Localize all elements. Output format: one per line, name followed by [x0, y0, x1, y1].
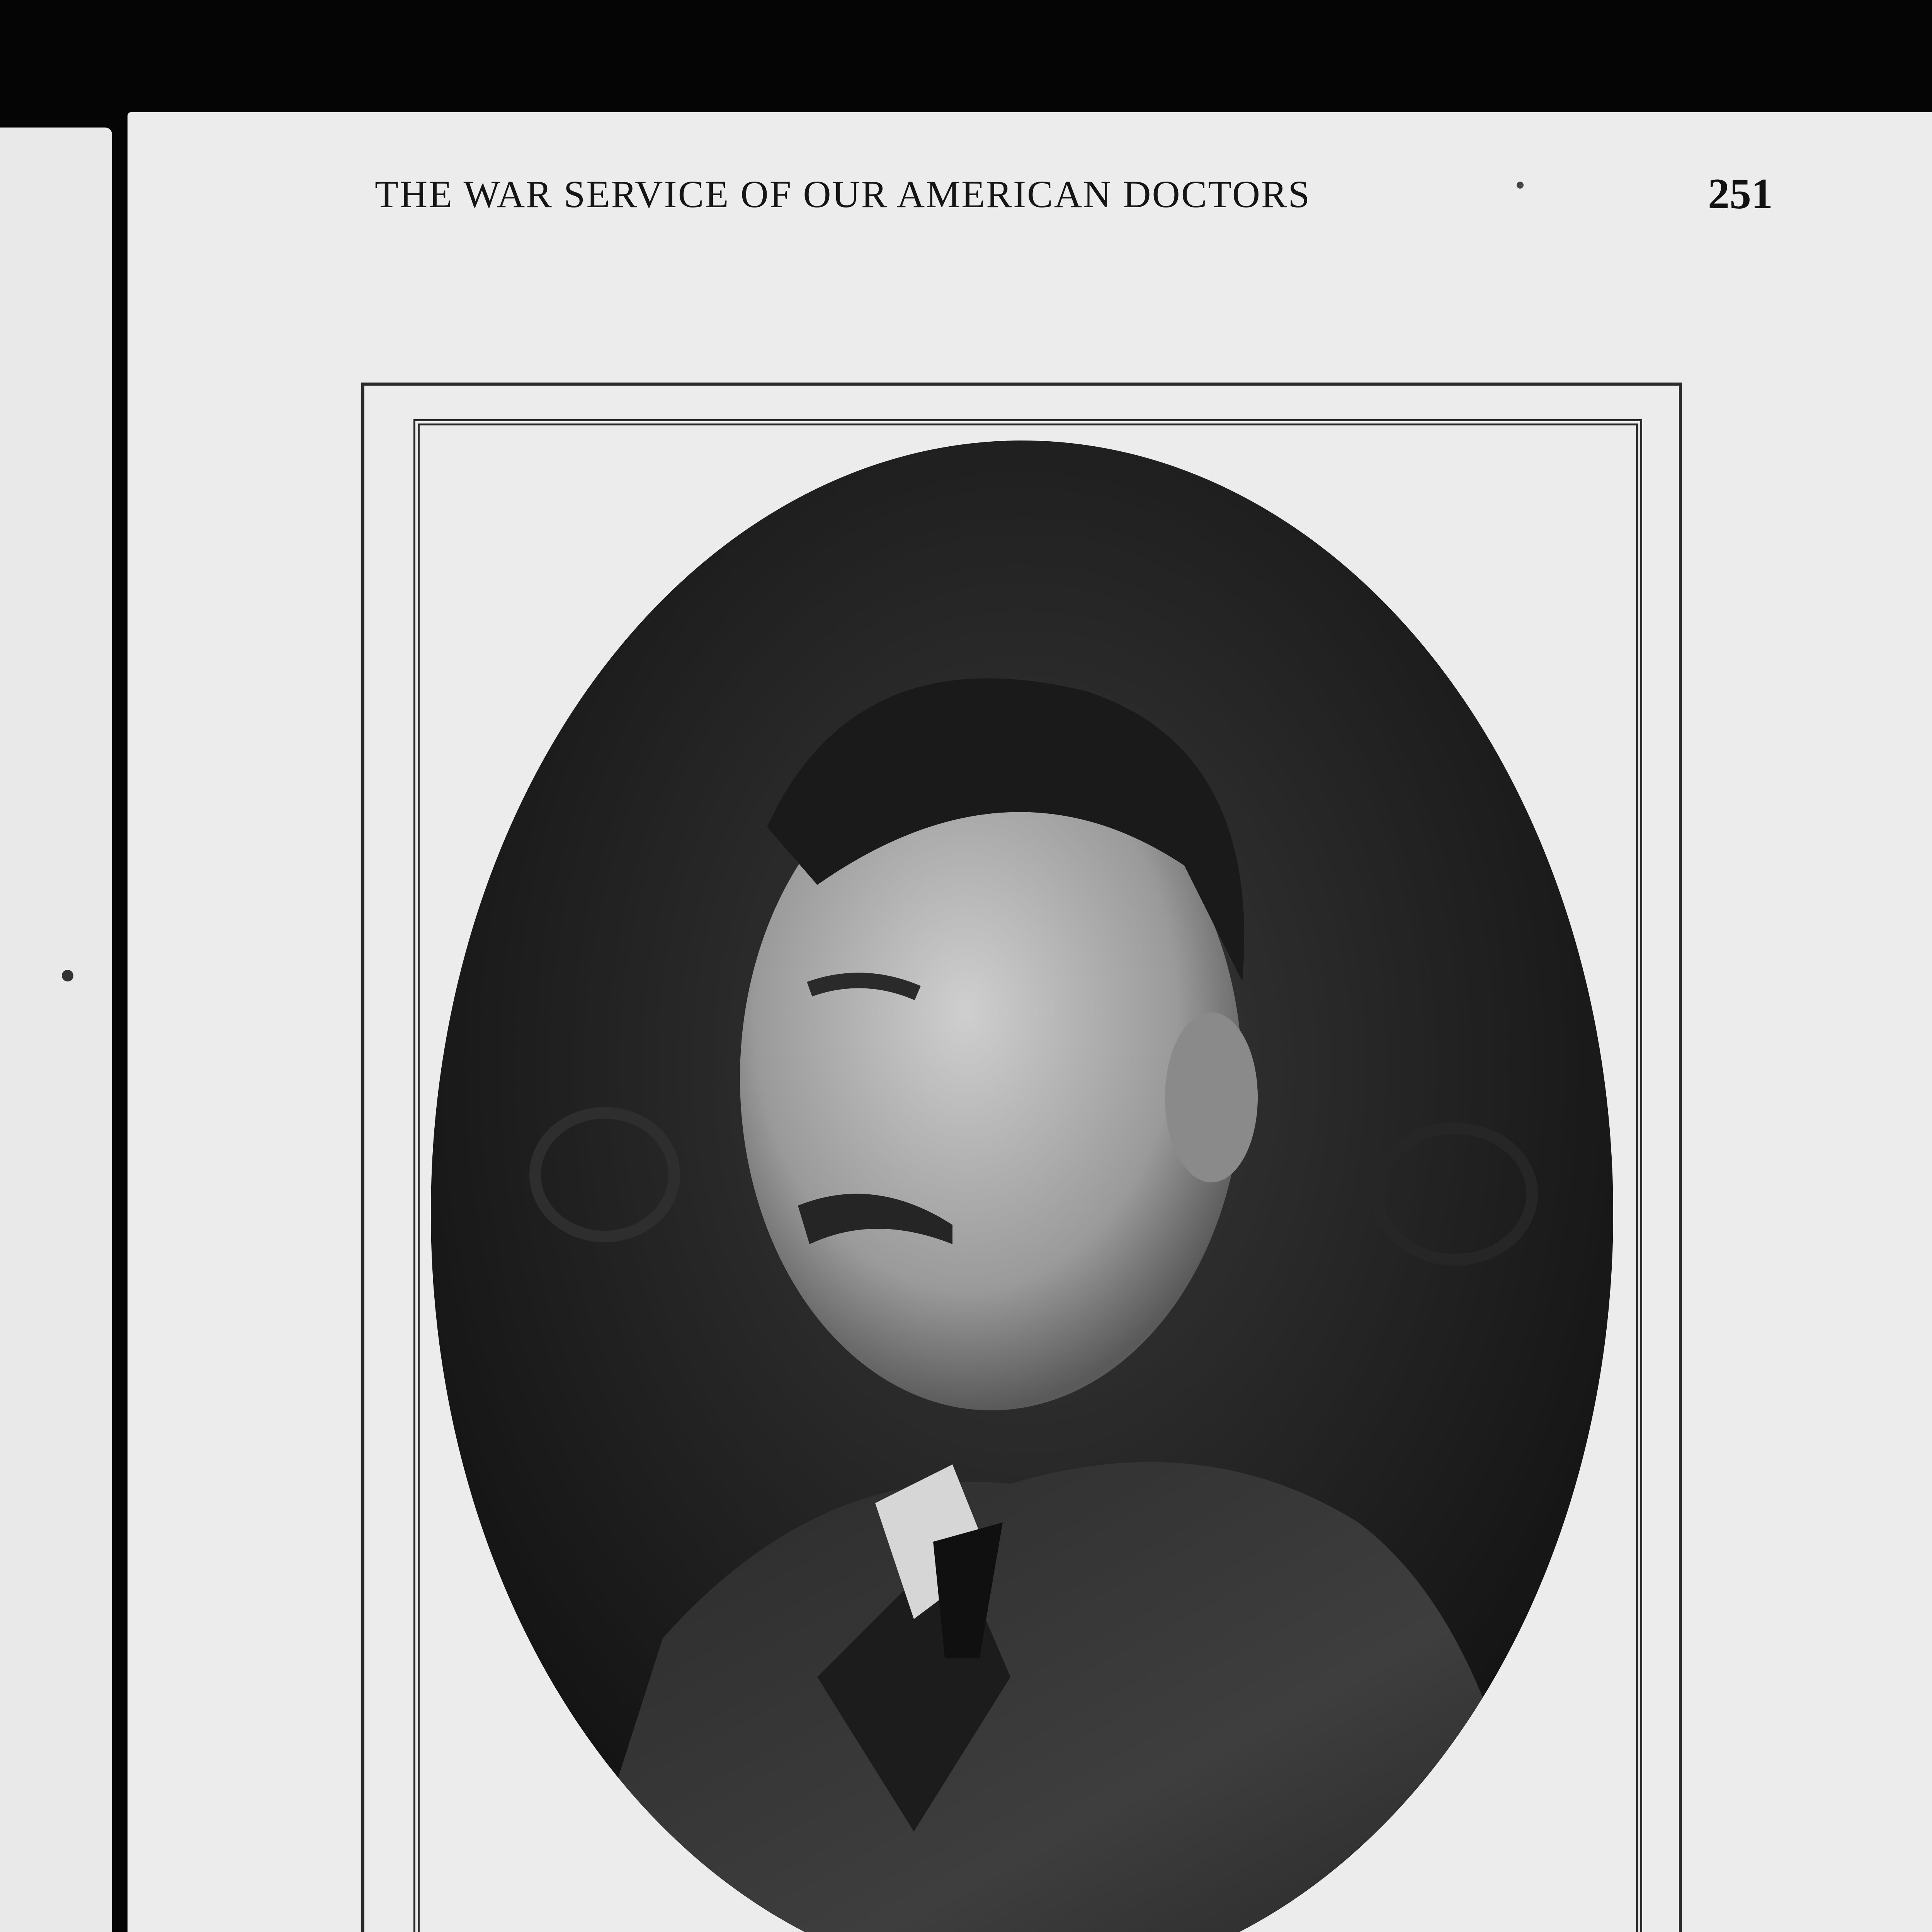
ear [1165, 1012, 1258, 1182]
running-title: THE WAR SERVICE OF OUR AMERICAN DOCTORS [375, 173, 1311, 216]
dust-speck [62, 970, 73, 981]
page-number: 251 [1708, 170, 1773, 218]
portrait-photograph [431, 440, 1613, 1932]
facing-page-edge [0, 128, 112, 1932]
